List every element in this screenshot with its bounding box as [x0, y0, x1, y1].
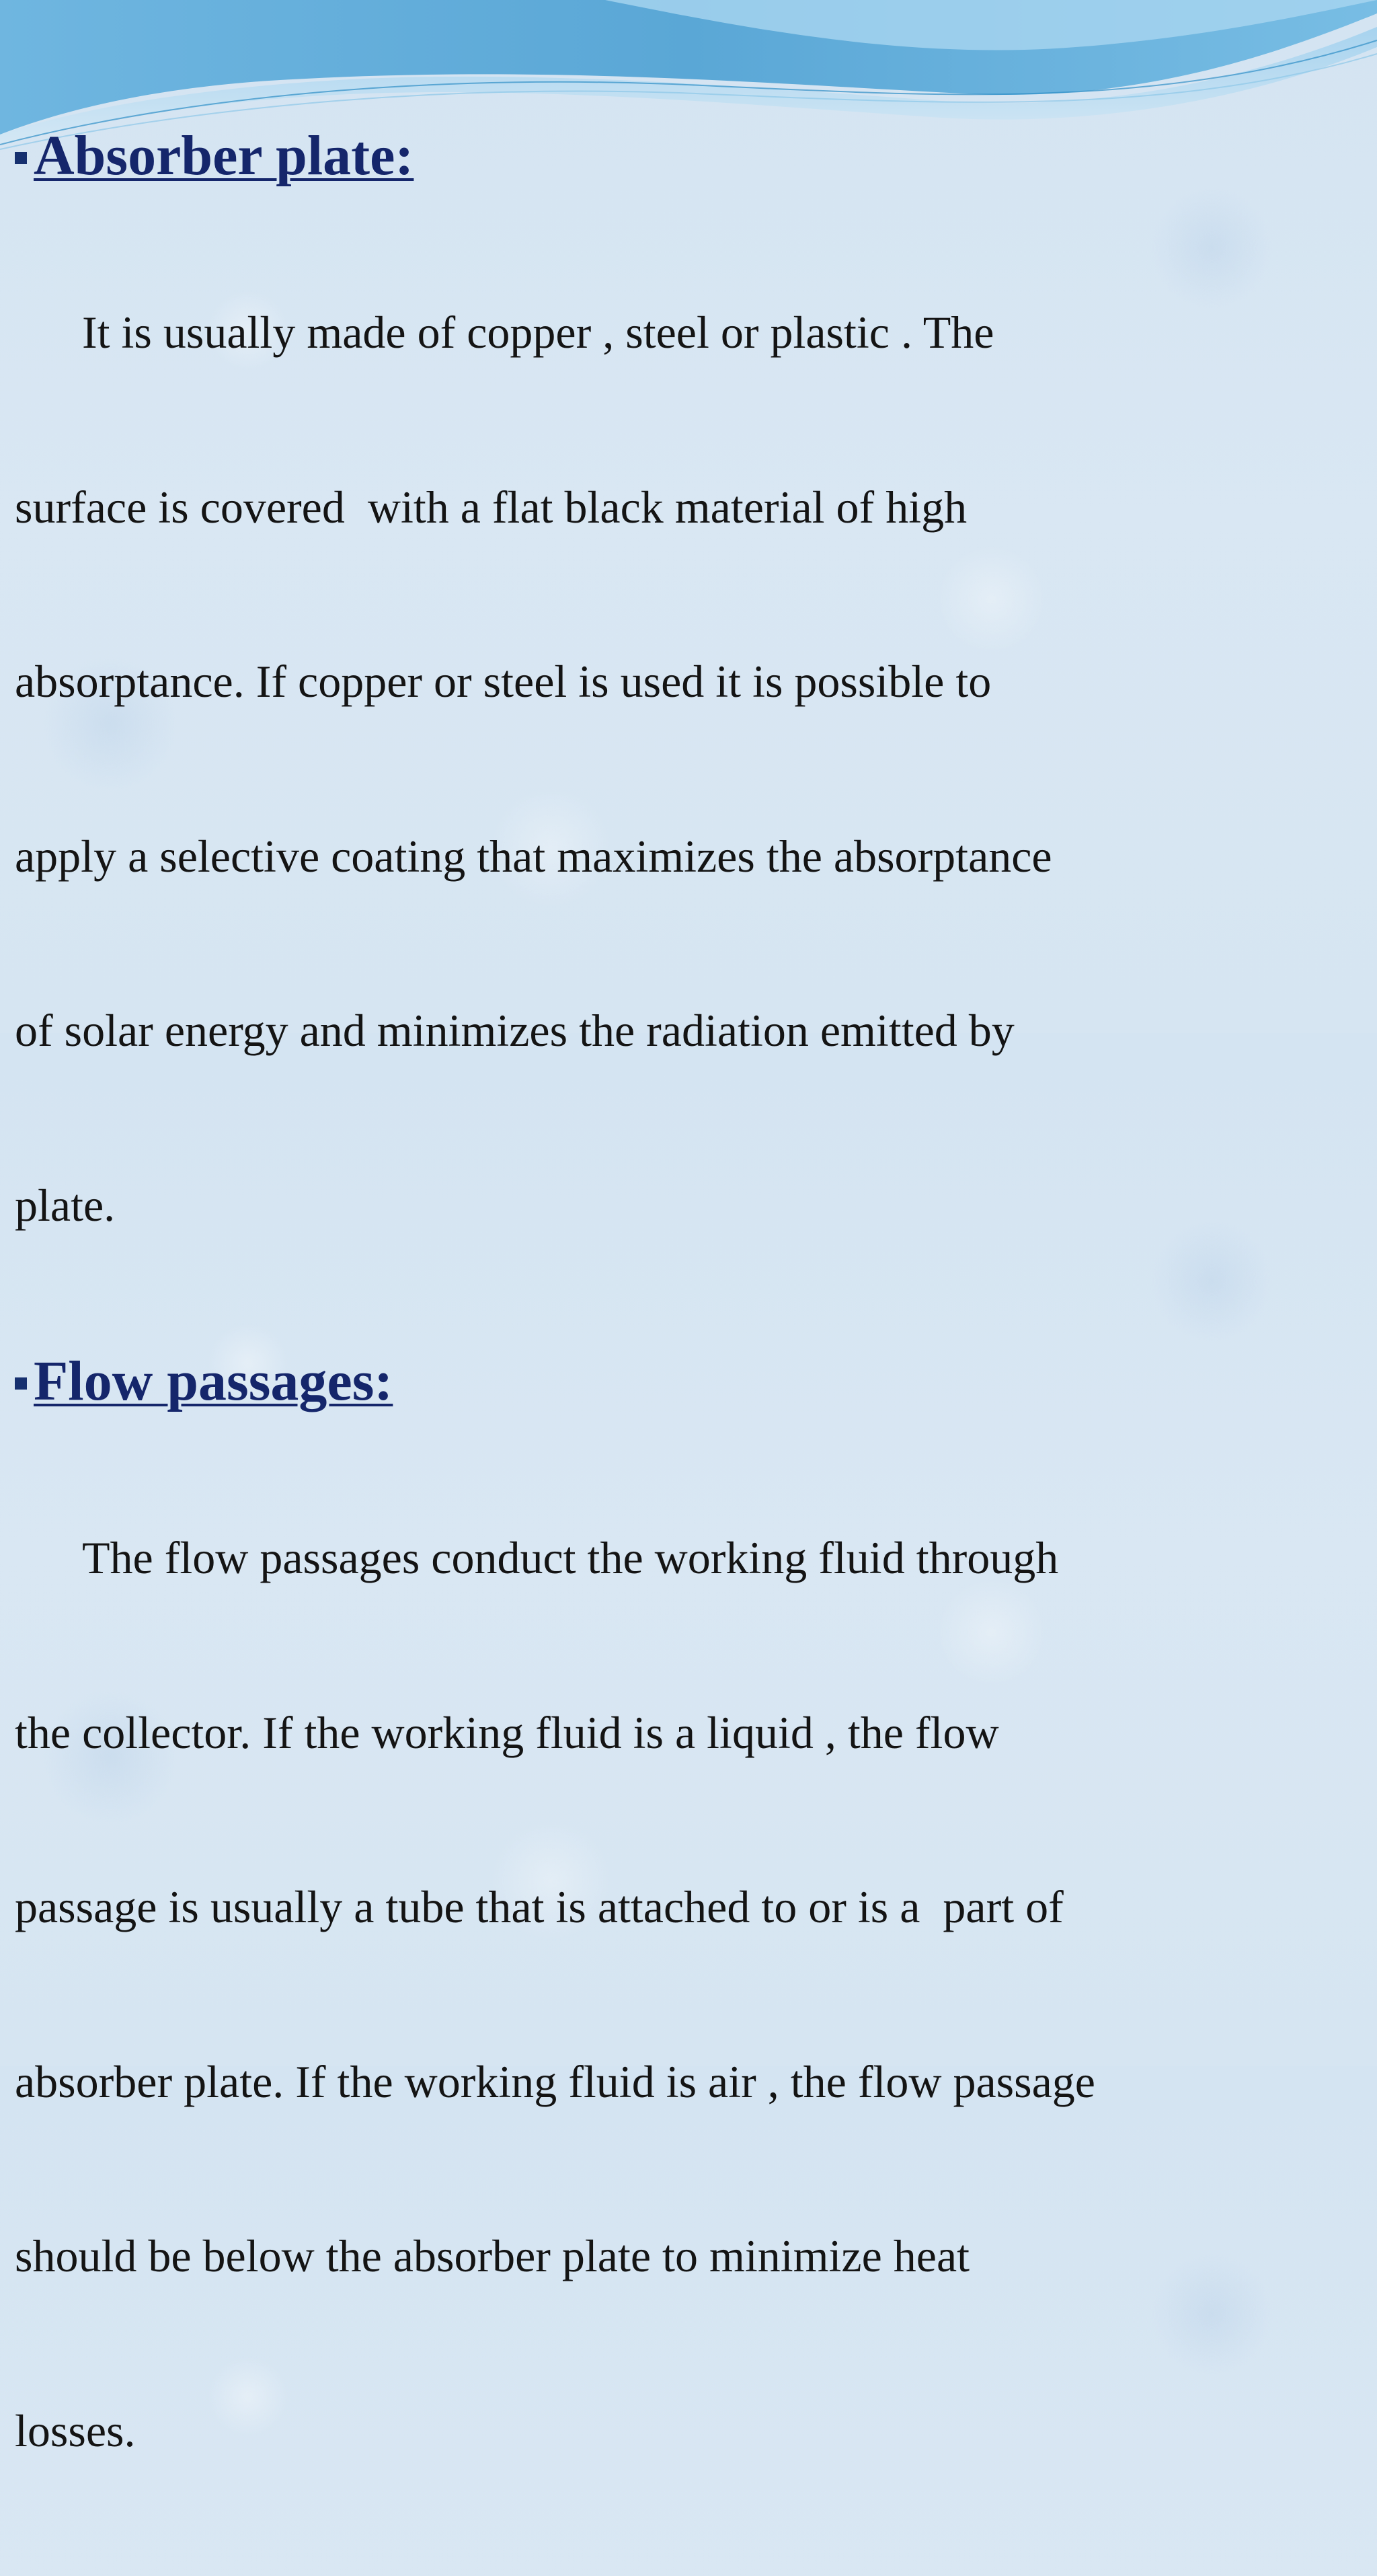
- heading-absorber-plate: Absorber plate:: [34, 124, 414, 187]
- text-line: should be below the absorber plate to minimize heat: [15, 2230, 970, 2281]
- section-heading: [15, 125, 1360, 187]
- text-line: absorptance. If copper or steel is used it is possible to: [15, 656, 992, 707]
- section-heading: [15, 1351, 1360, 1412]
- section-absorber-plate: [15, 125, 1360, 1351]
- section-flow-passages: [15, 1351, 1360, 2576]
- text-line: absorber plate. If the working fluid is air , the flow passage: [15, 2055, 1095, 2107]
- text-line: surface is covered with a flat black material of high: [15, 481, 968, 533]
- text-line: losses.: [15, 2404, 136, 2456]
- paragraph-flow-passages: [15, 1412, 1360, 2576]
- text-line: the collector. If the working fluid is a liquid , the flow: [15, 1706, 999, 1758]
- slide-content: [15, 125, 1360, 2576]
- text-line: of solar energy and minimizes the radiation emitted by: [15, 1005, 1015, 1056]
- square-bullet-icon: [15, 1377, 27, 1390]
- paragraph-absorber-plate: [15, 187, 1360, 1351]
- text-line: plate.: [15, 1179, 116, 1231]
- heading-flow-passages: Flow passages:: [34, 1350, 393, 1412]
- text-line: passage is usually a tube that is attached to or is a part of: [15, 1881, 1064, 1932]
- text-line: It is usually made of copper , steel or plastic . The: [82, 307, 994, 358]
- text-line: The flow passages conduct the working fluid through: [82, 1532, 1059, 1583]
- square-bullet-icon: [15, 152, 27, 164]
- text-line: apply a selective coating that maximizes the absorptance: [15, 830, 1052, 882]
